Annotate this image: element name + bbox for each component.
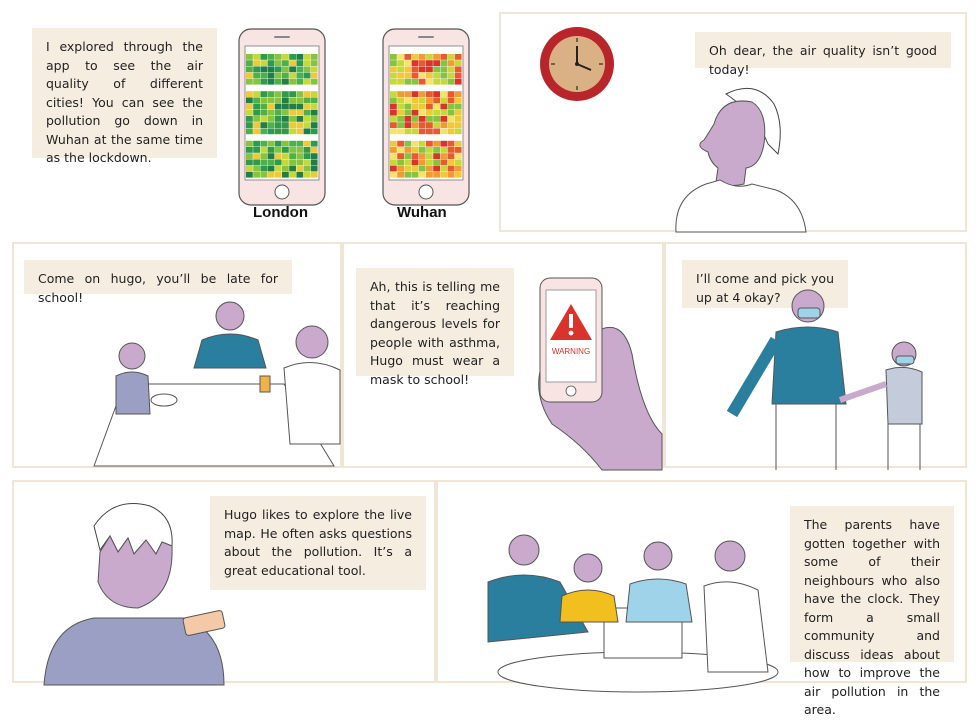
panel-walk-school bbox=[664, 242, 967, 468]
family-table-scene bbox=[84, 294, 340, 466]
caption-asthma-warning: Ah, this is telling me that it’s reaching dangerous levels for people with asthma, Hugo must wear a mask to school! bbox=[356, 268, 514, 376]
hugo-figure bbox=[34, 496, 224, 685]
panel-phone-warning bbox=[342, 242, 664, 468]
caption-pick-up: I’ll come and pick you up at 4 okay? bbox=[682, 260, 848, 308]
woman-figure bbox=[656, 84, 836, 232]
label-wuhan: Wuhan bbox=[397, 204, 447, 221]
panel-city-comparison bbox=[12, 12, 482, 232]
panel-hugo-map bbox=[12, 480, 436, 683]
caption-hugo-explores: Hugo likes to explore the live map. He often asks questions about the pollution. It’s a great educational tool. bbox=[210, 496, 426, 590]
panel-breakfast bbox=[12, 242, 342, 468]
panel-community bbox=[436, 480, 967, 717]
hand-phone-warning bbox=[522, 274, 666, 470]
caption-community: The parents have gotten together with some of their neighbours who also have the clock. They form a small community and discuss ideas about how to improve the air pollution in the area. bbox=[790, 506, 954, 662]
caption-explore-cities: I explored through the app to see the air quality of different cities! You can see the pollution go down in Wuhan at the same time as the lockdown. bbox=[32, 28, 217, 158]
panel-clock-woman bbox=[499, 12, 967, 232]
phone-london bbox=[238, 28, 326, 206]
phone-wuhan bbox=[382, 28, 470, 206]
warning-text: WARNING bbox=[551, 347, 591, 356]
caption-air-quality: Oh dear, the air quality isn’t good today! bbox=[695, 32, 951, 68]
father-son-masks bbox=[716, 284, 956, 470]
label-london: London bbox=[253, 204, 308, 221]
community-scene bbox=[468, 522, 788, 685]
wall-clock-icon bbox=[539, 26, 615, 102]
caption-late-school: Come on hugo, you’ll be late for school! bbox=[24, 260, 292, 294]
